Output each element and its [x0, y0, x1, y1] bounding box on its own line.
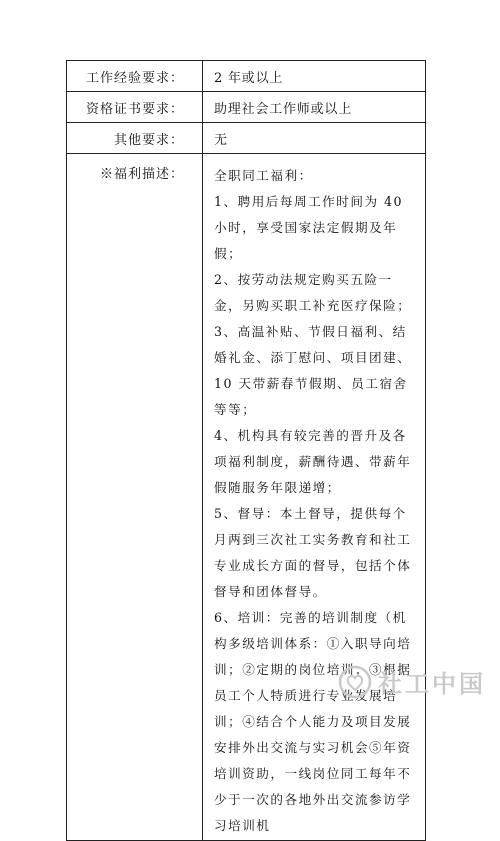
benefits-description — [203, 154, 426, 841]
heart-hands-logo-icon — [338, 665, 372, 699]
benefit-item-4: 4、机构具有较完善的晋升及各项福利制度，薪酬待遇、带薪年假随服务年限递增； — [214, 428, 412, 495]
experience-label: 工作经验要求： — [67, 61, 203, 92]
other-value: 无 — [203, 123, 426, 154]
other-label: 其他要求： — [67, 123, 203, 154]
benefit-item-2: 2、按劳动法规定购买五险一金，另购买职工补充医疗保险； — [214, 272, 412, 313]
benefits-label: ※福利描述： — [67, 154, 203, 841]
benefit-item-3: 3、高温补贴、节假日福利、结婚礼金、添丁慰问、项目团建、10 天带薪春节假期、员工宿舍等等； — [214, 324, 412, 417]
experience-value: 2 年或以上 — [203, 61, 426, 92]
experience-row — [67, 61, 426, 92]
requirements-table — [66, 60, 426, 841]
watermark — [338, 664, 486, 699]
watermark-text: 社工中国 — [378, 670, 486, 698]
benefits-row — [67, 154, 426, 841]
benefit-item-5: 5、督导：本土督导，提供每个月两到三次社工实务教育和社工专业成长方面的督导，包括个体督导和团体督导。 — [214, 506, 412, 599]
certificate-row — [67, 92, 426, 123]
certificate-value: 助理社会工作师或以上 — [203, 92, 426, 123]
certificate-label: 资格证书要求： — [67, 92, 203, 123]
benefits-heading: 全职同工福利： — [214, 168, 313, 183]
benefit-item-6: 6、培训：完善的培训制度（机构多级培训体系：①入职导向培训；②定期的岗位培训；③根据员工个人特质进行专业发展培训；④结合个人能力及项目发展安排外出交流与实习机会⑤年资培训资助，一线岗位同工每年不少于一次的各地外出交流参访学习培训机 — [214, 610, 412, 833]
benefit-item-1: 1、聘用后每周工作时间为 40 小时，享受国家法定假期及年假； — [214, 194, 404, 261]
other-row — [67, 123, 426, 154]
